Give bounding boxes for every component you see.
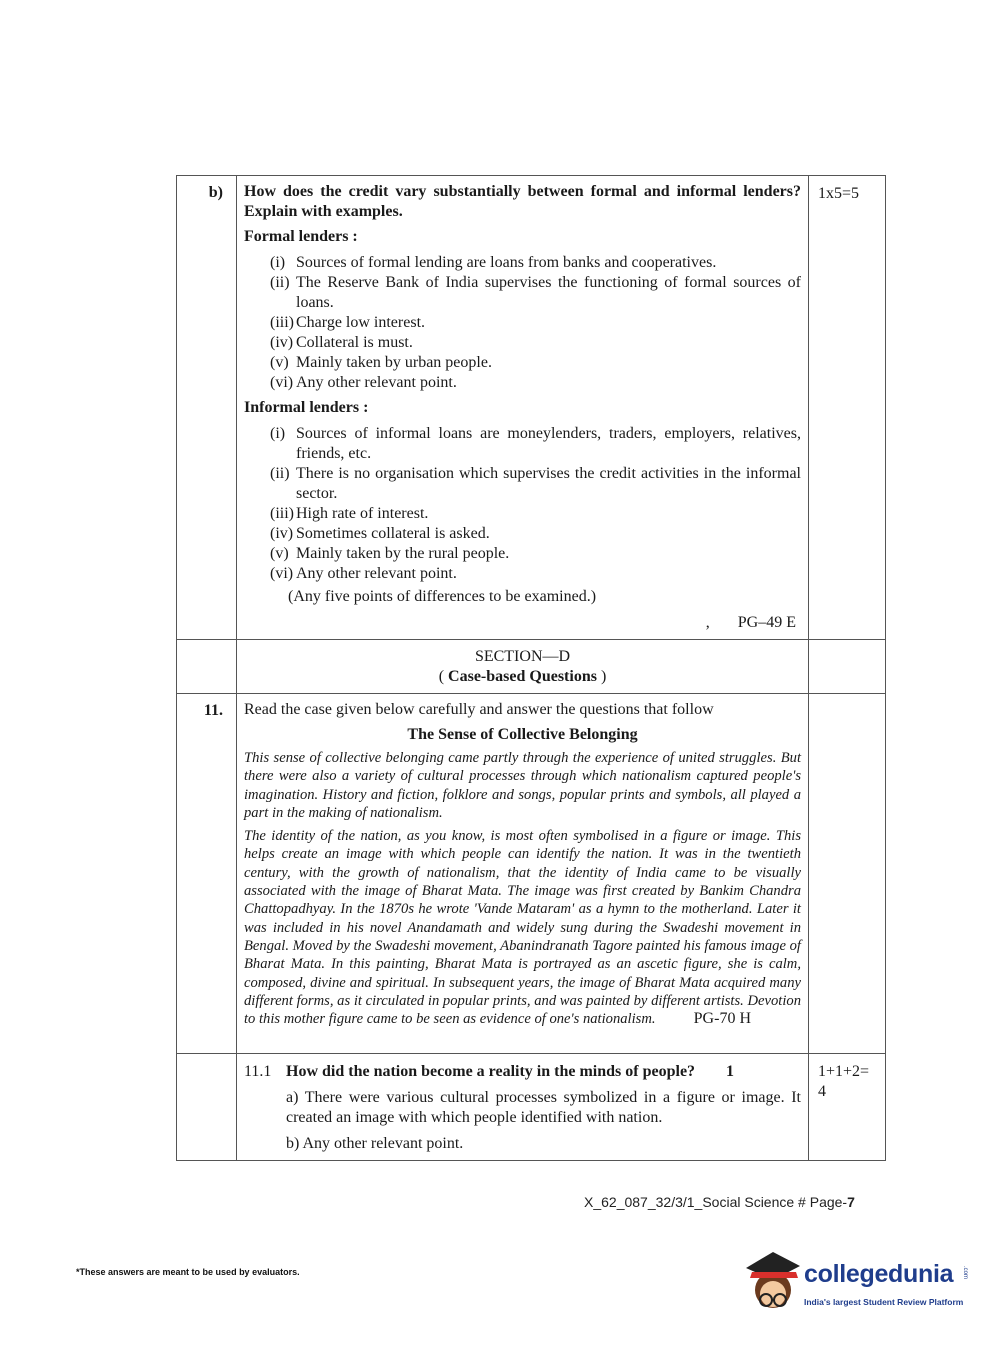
- logo-tagline: India's largest Student Review Platform: [804, 1297, 964, 1307]
- point-number: (iii): [270, 314, 294, 331]
- point-number: (i): [270, 254, 286, 271]
- list-item: [270, 564, 801, 584]
- case-paragraph-2-text: The identity of the nation, as you know, is most often symbolised in a figure or image. This helps create an image with which people can identify the nation. It was in the twentieth century, with the growth of nationalism, that the identity of India came to be visually associated with the image of Bharat Mata. The image was first created by Bankim Chandra Chattopadhyay. In the 1870s he wrote 'Vande Mataram' as a hymn to the motherland. Later it was included in his novel Anandamath and widely sung during the Swadeshi movement in Bengal. Moved by the Swadeshi movement, Abanindranath Tagore painted his famous image of Bharat Mata. In this painting, Bharat Mata is portrayed as an ascetic figure, she is calm, composed, divine and spiritual. In subsequent years, the image of Bharat Mata acquired many different forms, as it circulated in popular prints, and was painted by different artists. Devotion to this mother figure came to be seen as evidence of one's nationalism.: [244, 828, 801, 1028]
- question-text: How does the credit vary substantially between formal and informal lenders? Explain with examples.: [244, 183, 801, 220]
- paren-close: ): [596, 668, 607, 685]
- empty-cell: [177, 1054, 237, 1161]
- point-number: (ii): [270, 465, 290, 482]
- point-text: The Reserve Bank of India supervises the functioning of formal sources of loans.: [296, 274, 801, 311]
- point-text: Mainly taken by urban people.: [296, 354, 492, 371]
- point-number: (iv): [270, 334, 294, 351]
- case-cell: [237, 694, 809, 1054]
- list-item: [270, 373, 801, 393]
- sub-question-mark: 1: [726, 1063, 734, 1081]
- point-text: High rate of interest.: [296, 505, 429, 522]
- list-item: [270, 464, 801, 504]
- point-text: Any other relevant point.: [296, 565, 457, 582]
- row-q11: [177, 694, 886, 1054]
- point-text: Charge low interest.: [296, 314, 426, 331]
- formal-lenders-heading: Formal lenders :: [244, 228, 358, 245]
- case-intro: Read the case given below carefully and answer the questions that follow: [244, 701, 714, 718]
- empty-cell: [809, 694, 886, 1054]
- page-reference: PG–49 E: [737, 614, 796, 631]
- point-text: Any other relevant point.: [296, 374, 457, 391]
- page-footer: [584, 1194, 855, 1210]
- sub-question-row: [244, 1062, 801, 1082]
- marks-cell: 1x5=5: [809, 176, 886, 640]
- sub-question-cell: [237, 1054, 809, 1161]
- sub-question-text: How did the nation become a reality in the minds of people?: [286, 1063, 696, 1081]
- row-q11-1: [177, 1054, 886, 1161]
- examiner-note: (Any five points of differences to be examined.): [288, 588, 597, 605]
- list-item: [270, 504, 801, 524]
- question-number: 11.: [177, 694, 237, 1054]
- list-item: [270, 273, 801, 313]
- row-q10b: [177, 176, 886, 640]
- point-text: Sources of informal loans are moneylenders, traders, employers, relatives, friends, etc.: [296, 425, 801, 462]
- point-number: (ii): [270, 274, 290, 291]
- point-number: (v): [270, 354, 289, 371]
- formal-points-list: [244, 253, 801, 393]
- case-title: The Sense of Collective Belonging: [407, 726, 638, 743]
- empty-cell: [809, 640, 886, 694]
- section-title: SECTION—D: [474, 648, 571, 665]
- section-header: [237, 640, 809, 694]
- informal-lenders-heading: Informal lenders :: [244, 399, 369, 416]
- point-text: Collateral is must.: [296, 334, 413, 351]
- point-number: (iv): [270, 525, 294, 542]
- row-section-d: [177, 640, 886, 694]
- list-item: [270, 353, 801, 373]
- point-number: (i): [270, 425, 286, 442]
- point-text: Mainly taken by the rural people.: [296, 545, 510, 562]
- logo-wordmark: collegedunia: [804, 1260, 954, 1288]
- point-number: (v): [270, 545, 289, 562]
- evaluator-disclaimer: *These answers are meant to be used by evaluators.: [76, 1267, 300, 1277]
- point-number: (vi): [270, 374, 294, 391]
- paren-open: (: [438, 668, 449, 685]
- list-item: [270, 524, 801, 544]
- list-item: [270, 313, 801, 333]
- logo-dotcom: .com: [962, 1266, 968, 1280]
- informal-points-list: [244, 424, 801, 584]
- point-text: Sometimes collateral is asked.: [296, 525, 490, 542]
- section-subtitle: [244, 667, 801, 687]
- reference-line: [244, 613, 796, 633]
- list-item: [270, 253, 801, 273]
- page-reference: PG-70 H: [693, 1010, 751, 1028]
- point-text: Sources of formal lending are loans from banks and cooperatives.: [296, 254, 717, 271]
- question-number: b): [177, 176, 237, 640]
- marking-table: [176, 175, 886, 1161]
- list-item: [270, 544, 801, 564]
- answer-cell: [237, 176, 809, 640]
- collegedunia-logo: [742, 1248, 972, 1318]
- list-item: [270, 424, 801, 464]
- page-number: 7: [847, 1194, 855, 1210]
- point-number: (vi): [270, 565, 294, 582]
- case-paragraph-2: [244, 827, 801, 1028]
- answer-b: b) Any other relevant point.: [286, 1135, 464, 1153]
- case-paragraph-1: This sense of collective belonging came partly through the experience of united struggles. But there were also a variety of cultural processes through which nationalism captured people's imagination. History and fiction, folklore and songs, popular prints and symbols, all played a part in the making of nationalism.: [244, 750, 801, 821]
- point-text: There is no organisation which supervises the credit activities in the informal sector.: [296, 465, 801, 502]
- sub-question-label: 11.1: [244, 1063, 272, 1081]
- marking-scheme-sheet: [176, 175, 885, 1161]
- marks-cell: 1+1+2= 4: [809, 1054, 886, 1161]
- reference-comma: ,: [705, 614, 710, 631]
- point-number: (iii): [270, 505, 294, 522]
- answer-a: a) There were various cultural processes symbolized in a figure or image. It created an image with which people identified with nation.: [286, 1089, 801, 1127]
- section-subtitle-text: Case-based Questions: [448, 668, 597, 685]
- mascot-icon: [742, 1248, 804, 1318]
- list-item: [270, 333, 801, 353]
- empty-cell: [177, 640, 237, 694]
- paper-code: X_62_087_32/3/1_Social Science # Page-: [584, 1194, 848, 1210]
